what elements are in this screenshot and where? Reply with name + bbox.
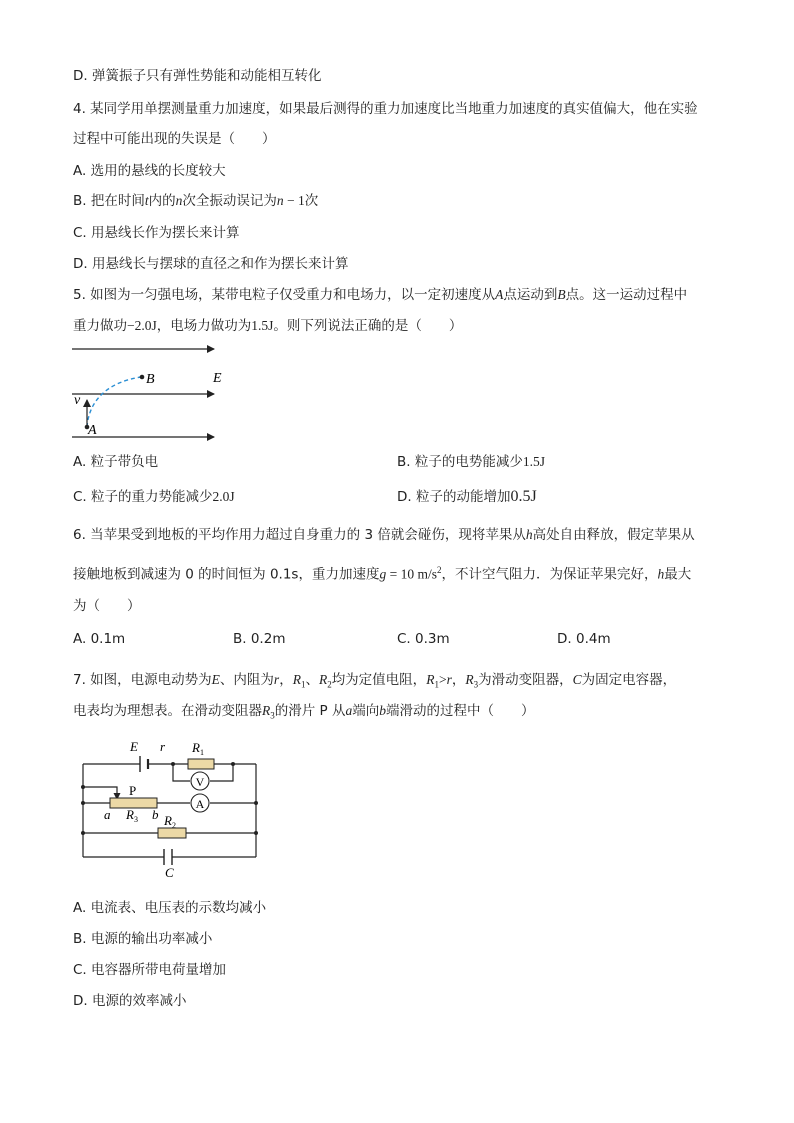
q7-text: 均为定值电阻， [331, 672, 427, 688]
junction-dot [81, 801, 85, 805]
label-r2-letter: R [164, 813, 172, 828]
var-h: h [657, 566, 665, 582]
q3-option-d: D. 弹簧振子只有弹性势能和动能相互转化 [73, 68, 322, 84]
var-r2: R [318, 672, 328, 687]
point-b-dot [140, 375, 145, 380]
q4-stem-line2: 过程中可能出现的失误是（ ） [73, 131, 276, 147]
q7-text: 的滑片 P 从 [274, 703, 346, 719]
q7-option-b: B. 电源的输出功率减小 [73, 931, 213, 947]
q4-option-b-text: 次全振动误记为 [182, 193, 277, 209]
q5-text: 重力做功 [73, 318, 127, 334]
q5-option-a: A. 粒子带负电 [73, 454, 159, 470]
var-r3: R [262, 703, 271, 718]
var-r: r [273, 672, 280, 687]
point-a-label: A [495, 287, 504, 302]
junction-dot [81, 785, 85, 789]
exponent: 2 [436, 565, 442, 575]
junction-dot [254, 831, 258, 835]
var-r: r [446, 672, 452, 687]
label-r3-letter: R [126, 807, 134, 822]
q6-option-b: B. 0.2m [233, 631, 286, 647]
q7-text: 端向 [352, 703, 380, 719]
var-r3: R [465, 672, 474, 687]
subscript: 3 [473, 679, 479, 690]
label-r1-letter: R [192, 740, 200, 755]
var-n: n [175, 193, 183, 208]
label-r3 [125, 807, 138, 824]
q6-text: 接触地板到减速为 0 的时间恒为 0.1s，重力加速度 [73, 566, 380, 583]
circuit-diagram [78, 737, 268, 882]
trajectory-curve [87, 377, 141, 427]
slider-wire [83, 787, 117, 795]
q7-stem-line2 [73, 702, 534, 725]
q6-stem-line2 [73, 561, 691, 584]
q6-option-c: C. 0.3m [397, 631, 450, 647]
q5-option-d [397, 488, 537, 506]
q6-stem-line1 [73, 526, 695, 544]
var-t: t [144, 193, 149, 208]
q4-option-c: C. 用悬线长作为摆长来计算 [73, 225, 240, 241]
q6-text: 6. 当苹果受到地板的平均作用力超过自身重力的 3 倍就会碰伤，现将苹果从 [73, 527, 526, 543]
electric-field-diagram [68, 340, 228, 444]
q7-option-d: D. 电源的效率减小 [73, 993, 187, 1009]
q4-option-b [73, 192, 318, 210]
q7-text: 、内阻为 [219, 672, 274, 688]
q6-option-a: A. 0.1m [73, 631, 126, 647]
q5-text: 。则下列说法正确的是（ ） [273, 318, 463, 334]
q7-stem-line1 [73, 671, 676, 694]
var-e: E [211, 672, 220, 687]
var-g: g [379, 566, 387, 582]
label-c: C [165, 865, 174, 880]
q5-stem-line1 [73, 286, 687, 304]
var-b: b [379, 703, 386, 718]
junction-dot [231, 762, 235, 766]
greater-than: > [438, 672, 447, 687]
q7-option-a: A. 电流表、电压表的示数均减小 [73, 900, 267, 916]
subscript: 1 [434, 679, 439, 690]
var-r1: R [426, 672, 435, 687]
voltmeter-symbol: V [195, 775, 205, 789]
subscript: 3 [270, 710, 275, 721]
var-a: a [345, 703, 353, 718]
var-r1: R [292, 672, 301, 687]
label-r3-subscript: 3 [133, 815, 138, 824]
junction-dot [254, 801, 258, 805]
q7-text: 为固定电容器， [581, 672, 677, 688]
var-h: h [525, 527, 533, 542]
q6-text: 最大 [664, 566, 692, 583]
label-r1 [191, 740, 204, 757]
q5-text: 点。这一运动过程中 [565, 287, 688, 303]
q6-stem-line3: 为（ ） [73, 598, 141, 614]
q5-option-b-text: B. 粒子的电势能减少 [397, 454, 523, 470]
label-p: P [129, 783, 137, 798]
label-e: E [213, 371, 222, 386]
q5-option-c-text: C. 粒子的重力势能减少 [73, 489, 213, 505]
label-r1-subscript: 1 [199, 748, 204, 757]
q5-option-c [73, 488, 235, 506]
var-n: n [276, 193, 284, 208]
q7-text: ， [451, 672, 466, 688]
label-b: B [146, 372, 155, 387]
resistor-r1 [188, 759, 214, 769]
label-r2 [163, 813, 176, 830]
q5-option-d-text: D. 粒子的动能增加 [397, 489, 511, 505]
q6-option-d: D. 0.4m [557, 631, 611, 647]
q6-text: ，不计空气阻力．为保证苹果完好， [441, 566, 658, 583]
junction-dot [171, 762, 175, 766]
q4-option-b-text: B. 把在时间 [73, 193, 145, 209]
label-e: E [130, 739, 138, 754]
label-v: v [74, 393, 81, 408]
subscript: 1 [300, 679, 306, 690]
q4-option-b-text: 内的 [148, 193, 176, 209]
gravity-value: = 10 m/s [386, 566, 437, 582]
q7-text: 为滑动变阻器， [478, 672, 573, 688]
q7-text: 电表均为理想表。在滑动变阻器 [73, 703, 262, 719]
label-a: A [88, 423, 97, 438]
q5-option-b-value: 1.5J [522, 454, 545, 469]
label-a-end: a [104, 807, 111, 822]
label-b-end: b [152, 807, 159, 822]
q5-text: ，电场力做功为 [156, 318, 252, 334]
label-r2-subscript: 2 [171, 821, 176, 830]
q5-text: 点运动到 [503, 287, 558, 303]
q7-text: 7. 如图，电源电动势为 [73, 672, 212, 688]
q5-option-b [397, 453, 545, 471]
q4-stem-line1: 4. 某同学用单摆测量重力加速度，如果最后测得的重力加速度比当地重力加速度的真实值偏大，他在实验 [73, 101, 698, 117]
q7-text: 端滑动的过程中（ ） [385, 703, 535, 719]
electric-work-value: 1.5J [251, 318, 274, 333]
q5-text: 5. 如图为一匀强电场，某带电粒子仅受重力和电场力，以一定初速度从 [73, 287, 496, 303]
q5-option-d-value: 0.5J [510, 488, 537, 505]
point-b-label: B [557, 287, 566, 302]
q7-text: ， [279, 672, 293, 688]
q7-text: 、 [305, 672, 319, 688]
junction-dot [81, 831, 85, 835]
q5-stem-line2 [73, 317, 462, 335]
ammeter-symbol: A [195, 797, 205, 811]
expr-minus-one: − 1 [283, 193, 305, 208]
q5-option-c-value: 2.0J [212, 489, 235, 504]
q7-option-c: C. 电容器所带电荷量增加 [73, 962, 227, 978]
var-c: C [572, 672, 582, 687]
q4-option-d: D. 用悬线长与摆球的直径之和作为摆长来计算 [73, 256, 349, 272]
gravity-work-value: −2.0J [127, 318, 157, 333]
q4-option-a: A. 选用的悬线的长度较大 [73, 163, 226, 179]
label-r: r [160, 739, 166, 754]
subscript: 2 [327, 679, 332, 690]
q6-text: 高处自由释放，假定苹果从 [532, 527, 695, 543]
q4-option-b-text: 次 [304, 193, 319, 209]
